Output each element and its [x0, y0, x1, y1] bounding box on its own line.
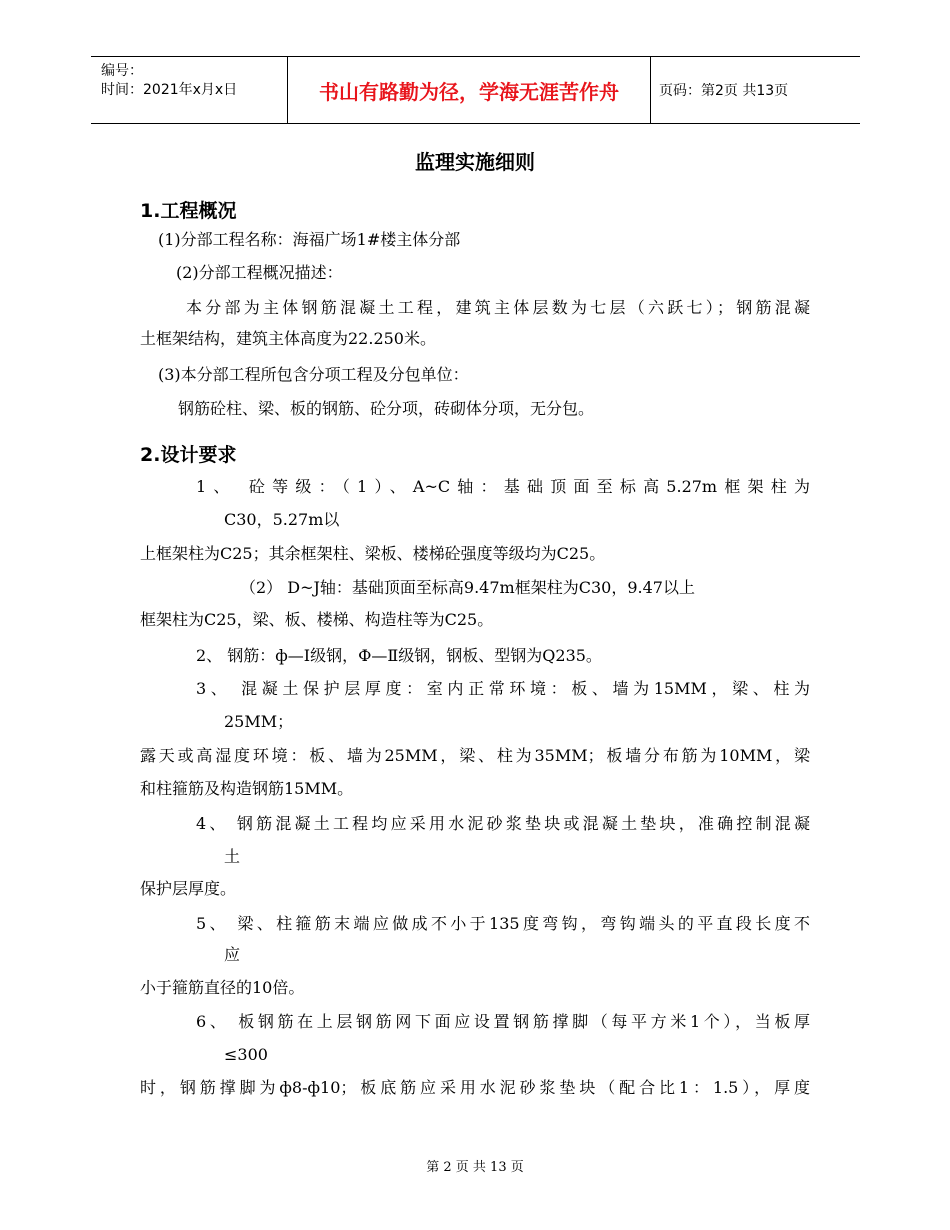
design-line: 6、 板钢筋在上层钢筋网下面应设置钢筋撑脚（每平方米1个），当板厚	[196, 1012, 810, 1031]
overview-line: 本分部为主体钢筋混凝土工程，建筑主体层数为七层（六跃七）；钢筋混凝	[186, 298, 810, 317]
overview-line: (3)本分部工程所包含分项工程及分包单位：	[158, 365, 469, 384]
section-heading-design: 2.设计要求	[140, 444, 237, 466]
overview-line: (2)分部工程概况描述：	[176, 263, 343, 282]
design-line: 土	[224, 847, 241, 866]
design-line: （2） D~J轴：基础顶面至标高9.47m框架柱为C30，9.47以上	[240, 578, 695, 597]
design-line: 4、 钢筋混凝土工程均应采用水泥砂浆垫块或混凝土垫块，准确控制混凝	[196, 814, 810, 833]
section-heading-overview: 1.工程概况	[140, 200, 237, 222]
overview-line: (1)分部工程名称：海福广场1#楼主体分部	[158, 230, 461, 249]
page-header	[91, 56, 860, 124]
header-meta	[91, 57, 287, 123]
design-line: 框架柱为C25，梁、板、楼梯、构造柱等为C25。	[140, 610, 494, 629]
document-title: 监理实施细则	[415, 150, 535, 174]
design-line: 2、 钢筋：ф—Ⅰ级钢，Ф—Ⅱ级钢，钢板、型钢为Q235。	[196, 646, 602, 665]
design-line: 保护层厚度。	[140, 879, 237, 898]
header-motto: 书山有路勤为径，学海无涯苦作舟	[319, 79, 619, 104]
design-line: 时，钢筋撑脚为ф8-ф10；板底筋应采用水泥砂浆垫块（配合比1：1.5），厚度	[140, 1078, 810, 1097]
document-number-label: 编号：	[101, 63, 143, 79]
overview-line: 钢筋砼柱、梁、板的钢筋、砼分项，砖砌体分项，无分包。	[178, 399, 595, 418]
design-line: 应	[224, 945, 241, 964]
document-time-label: 时间：2021年x月x日	[101, 82, 238, 98]
design-line: 1、 砼等级：（1）、A~C轴：基础顶面至标高5.27m框架柱为	[196, 477, 810, 496]
page-footer: 第 2 页 共 13 页	[426, 1160, 524, 1175]
header-page-cell	[649, 57, 860, 123]
design-line: ≤300	[224, 1045, 268, 1064]
header-motto-cell	[287, 57, 651, 123]
design-line: 3、 混凝土保护层厚度：室内正常环境：板、墙为15MM，梁、柱为	[196, 679, 810, 698]
design-line: 和柱箍筋及构造钢筋15MM。	[140, 779, 354, 798]
design-line: 25MM；	[224, 712, 294, 731]
overview-line: 土框架结构，建筑主体高度为22.250米。	[140, 329, 436, 348]
design-line: 5、 梁、柱箍筋末端应做成不小于135度弯钩，弯钩端头的平直段长度不	[196, 914, 810, 933]
design-line: 露天或高湿度环境：板、墙为25MM，梁、柱为35MM；板墙分布筋为10MM，梁	[140, 746, 810, 765]
design-line: 小于箍筋直径的10倍。	[140, 978, 305, 997]
design-line: 上框架柱为C25；其余框架柱、梁板、楼梯砼强度等级均为C25。	[140, 544, 606, 563]
design-line: C30，5.27m以	[224, 510, 340, 529]
header-page-label: 页码：第2页 共13页	[659, 83, 789, 99]
